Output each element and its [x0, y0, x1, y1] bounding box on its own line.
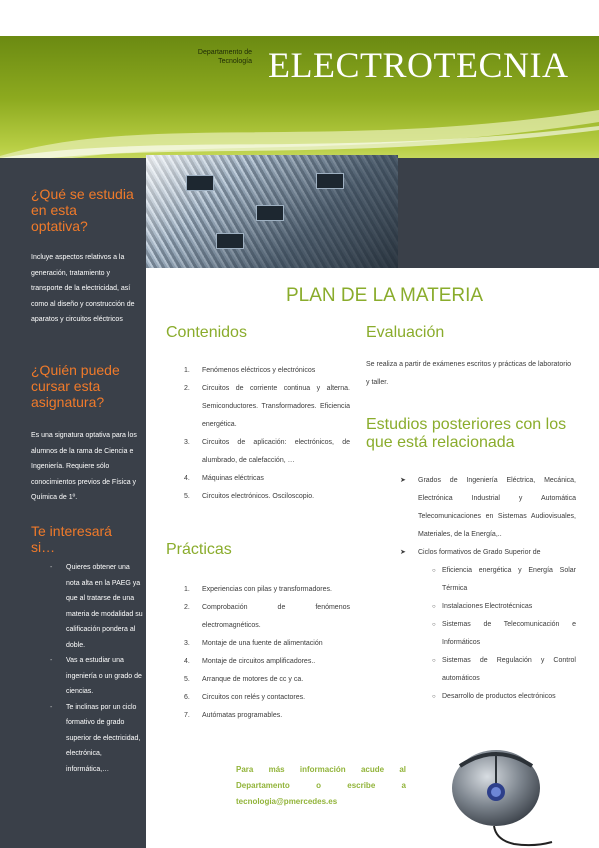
sublist-item: ○ Desarrollo de productos electrónicos [418, 688, 576, 706]
sidebar-heading-who: ¿Quién puede cursar esta asignatura? [31, 362, 120, 410]
chip-shape [216, 233, 244, 249]
sidebar-text-who: Es una signatura optativa para los alumnos de la rama de Ciencia e Ingeniería. Requiere sólo conocimientos previos de Física y Química de 1º. [31, 432, 137, 501]
circle-bullet-icon: ○ [432, 568, 436, 574]
page-title: ELECTROTECNIA [268, 45, 569, 85]
sidebar-interest-list [66, 560, 144, 777]
list-item: 1. Experiencias con pilas y transformadores. [184, 586, 332, 593]
sublist-item: ○ Sistemas de Telecomunicación e Informáticos [418, 616, 576, 652]
list-item: 3. Circuitos de aplicación: electrónicos, de alumbrado, de calefacción, … [184, 439, 350, 464]
estudios-heading: Estudios posteriores con los que está relacionada [366, 416, 567, 451]
list-item: 5. Arranque de motores de cc y ca. [184, 676, 304, 683]
ciclos-sublist [418, 562, 576, 706]
list-item: 4. Máquinas eléctricas [184, 475, 264, 482]
practicas-list [166, 581, 350, 725]
arrow-bullet-icon: ➤ [400, 549, 406, 556]
contenidos-heading: Contenidos [166, 324, 247, 341]
list-item: - Quieres obtener una nota alta en la PAEG ya que al tratarse de una materia de modalidad su calificación pondera al doble. [66, 560, 144, 653]
practicas-heading: Prácticas [166, 541, 232, 558]
contact-text: Para más información acude al Departamento o escribe a tecnologia@pmercedes.es [236, 765, 406, 806]
list-item: 7. Autómatas programables. [184, 712, 283, 719]
list-item: - Vas a estudiar una ingeniería o un grado de ciencias. [66, 653, 144, 700]
contenidos-list [166, 362, 350, 506]
plan-title: PLAN DE LA MATERIA [286, 285, 484, 306]
list-item: ➤ Ciclos formativos de Grado Superior de ○ Eficiencia energética y Energía Solar Térmica ○ Instalaciones Electrotécnicas ○ Sistemas de Telecomunicación e Informáticos ○ Sistemas de Regulación y Control automáticos ○ Desarrollo de productos electrónicos [400, 544, 576, 706]
sublist-item: ○ Eficiencia energética y Energía Solar Térmica [418, 562, 576, 598]
chip-shape [256, 205, 284, 221]
computer-mouse-image [444, 744, 564, 848]
list-item: 3. Montaje de una fuente de alimentación [184, 640, 323, 647]
circle-bullet-icon: ○ [432, 694, 436, 700]
list-item: ➤ Grados de Ingeniería Eléctrica, Mecánica, Electrónica Industrial y Automática Telecomunicaciones en Sistemas Audiovisuales, Materiales, de la Energía,.. [400, 472, 576, 544]
arrow-bullet-icon: ➤ [400, 477, 406, 484]
department-line-2: Tecnología [218, 58, 252, 65]
circle-bullet-icon: ○ [432, 604, 436, 610]
department-label [170, 48, 252, 66]
list-item: 2. Circuitos de corriente continua y alterna. Semiconductores. Transformadores. Eficiencia energética. [184, 385, 350, 428]
evaluacion-text: Se realiza a partir de exámenes escritos y prácticas de laboratorio y taller. [366, 361, 572, 386]
department-line-1: Departamento de [197, 49, 252, 56]
estudios-list [400, 472, 576, 706]
list-item: - Te inclinas por un ciclo formativo de grado superior de electricidad, electrónica, informática,… [66, 700, 144, 778]
circuit-board-photo [146, 155, 398, 268]
sidebar-heading-interest: Te interesará si… [31, 523, 112, 555]
list-item: 4. Montaje de circuitos amplificadores.. [184, 658, 316, 665]
circle-bullet-icon: ○ [432, 622, 436, 628]
list-item: 2. Comprobación de fenómenos electromagnéticos. [184, 604, 350, 629]
list-item: 5. Circuitos electrónicos. Osciloscopio. [184, 493, 315, 500]
circle-bullet-icon: ○ [432, 658, 436, 664]
evaluacion-heading: Evaluación [366, 324, 445, 341]
chip-shape [316, 173, 344, 189]
chip-shape [186, 175, 214, 191]
list-item: 6. Circuitos con relés y contactores. [184, 694, 306, 701]
sidebar-text-what: Incluye aspectos relativos a la generación, tratamiento y transporte de la electricidad, así como al diseño y construcción de aparatos y circuitos eléctricos [31, 254, 135, 323]
sublist-item: ○ Instalaciones Electrotécnicas [418, 598, 576, 616]
sublist-item: ○ Sistemas de Regulación y Control automáticos [418, 652, 576, 688]
list-item: 1. Fenómenos eléctricos y electrónicos [184, 367, 316, 374]
sidebar-heading-what: ¿Qué se estudia en esta optativa? [31, 186, 134, 234]
